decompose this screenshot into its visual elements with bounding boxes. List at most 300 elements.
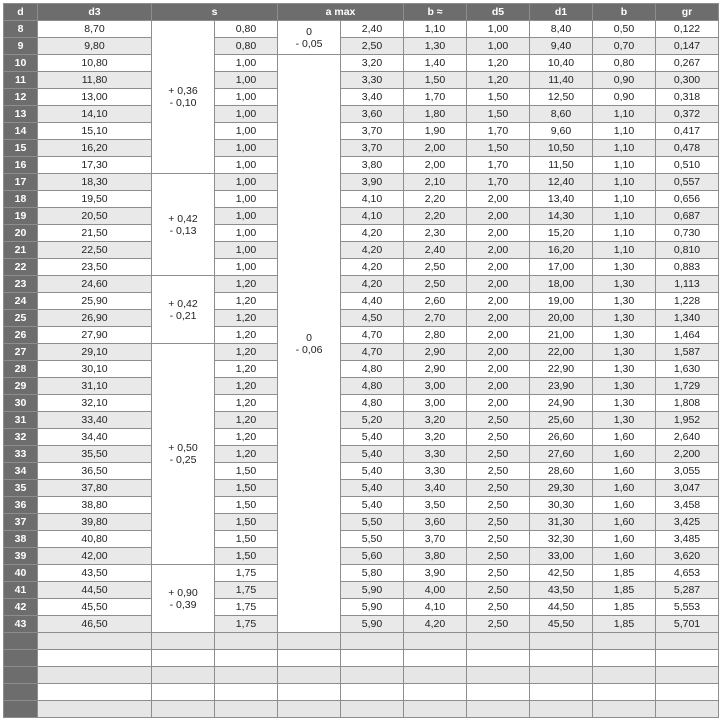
cell-gr: 5,553: [656, 599, 719, 616]
header-b-approx: b ≈: [404, 4, 467, 21]
cell-s: 1,20: [215, 276, 278, 293]
cell-s: 1,20: [215, 310, 278, 327]
cell-gr: 4,653: [656, 565, 719, 582]
empty-cell: [593, 650, 656, 667]
cell-d1: 25,60: [530, 412, 593, 429]
cell-d5: 2,00: [467, 242, 530, 259]
cell-d3: 11,80: [38, 72, 152, 89]
cell-d1: 12,40: [530, 174, 593, 191]
cell-s: 1,00: [215, 242, 278, 259]
cell-b-approx: 2,80: [404, 327, 467, 344]
cell-d3: 30,10: [38, 361, 152, 378]
cell-d3: 43,50: [38, 565, 152, 582]
cell-b-approx: 3,90: [404, 565, 467, 582]
empty-cell: [278, 650, 341, 667]
cell-a-max: 3,80: [341, 157, 404, 174]
table-row: [4, 191, 719, 208]
spec-table-wrapper: [3, 3, 719, 718]
cell-s: 1,75: [215, 582, 278, 599]
cell-d5: 2,50: [467, 531, 530, 548]
table-row: [4, 72, 719, 89]
cell-a-max: 5,40: [341, 463, 404, 480]
empty-cell: [38, 667, 152, 684]
empty-cell: [215, 633, 278, 650]
cell-d: 17: [4, 174, 38, 191]
cell-d3: 18,30: [38, 174, 152, 191]
cell-d: 11: [4, 72, 38, 89]
cell-d: 35: [4, 480, 38, 497]
cell-d: 30: [4, 395, 38, 412]
cell-gr: 0,730: [656, 225, 719, 242]
cell-s: 1,00: [215, 89, 278, 106]
cell-gr: 3,458: [656, 497, 719, 514]
cell-d: 13: [4, 106, 38, 123]
empty-cell: [656, 667, 719, 684]
cell-s: 1,00: [215, 55, 278, 72]
cell-b: 1,85: [593, 582, 656, 599]
cell-b: 0,90: [593, 72, 656, 89]
empty-cell: [341, 633, 404, 650]
cell-d: 15: [4, 140, 38, 157]
cell-b-approx: 4,20: [404, 616, 467, 633]
cell-d1: 22,00: [530, 344, 593, 361]
cell-b: 1,10: [593, 174, 656, 191]
cell-d5: 1,50: [467, 106, 530, 123]
cell-d1: 10,40: [530, 55, 593, 72]
table-row: [4, 140, 719, 157]
cell-d1: 8,40: [530, 21, 593, 38]
empty-cell: [152, 701, 215, 718]
table-row: [4, 259, 719, 276]
cell-gr: 1,228: [656, 293, 719, 310]
cell-d3: 8,70: [38, 21, 152, 38]
table-row: [4, 21, 719, 38]
cell-d5: 2,00: [467, 327, 530, 344]
cell-d3: 34,40: [38, 429, 152, 446]
empty-cell: [467, 650, 530, 667]
cell-d3: 10,80: [38, 55, 152, 72]
cell-s: 1,00: [215, 225, 278, 242]
cell-b-approx: 4,00: [404, 582, 467, 599]
cell-gr: 1,464: [656, 327, 719, 344]
cell-d: 33: [4, 446, 38, 463]
cell-d1: 32,30: [530, 531, 593, 548]
cell-d3: 22,50: [38, 242, 152, 259]
cell-gr: 0,122: [656, 21, 719, 38]
cell-d5: 2,00: [467, 259, 530, 276]
cell-d1: 17,00: [530, 259, 593, 276]
cell-d3: 17,30: [38, 157, 152, 174]
empty-cell: [215, 650, 278, 667]
cell-s: 1,00: [215, 123, 278, 140]
cell-d3: 24,60: [38, 276, 152, 293]
cell-d3: 21,50: [38, 225, 152, 242]
cell-gr: 3,485: [656, 531, 719, 548]
empty-cell: [467, 684, 530, 701]
cell-gr: 1,113: [656, 276, 719, 293]
dimension-table: [3, 3, 719, 718]
cell-b: 1,30: [593, 310, 656, 327]
cell-d3: 20,50: [38, 208, 152, 225]
cell-b: 1,60: [593, 531, 656, 548]
cell-d5: 2,50: [467, 446, 530, 463]
cell-s: 1,00: [215, 106, 278, 123]
cell-a-max: 5,90: [341, 582, 404, 599]
cell-b-approx: 1,10: [404, 21, 467, 38]
cell-b-approx: 2,00: [404, 140, 467, 157]
cell-gr: 2,640: [656, 429, 719, 446]
cell-d3: 45,50: [38, 599, 152, 616]
empty-cell: [656, 684, 719, 701]
cell-b: 1,10: [593, 157, 656, 174]
cell-d3: 13,00: [38, 89, 152, 106]
cell-gr: 0,883: [656, 259, 719, 276]
empty-cell: [593, 633, 656, 650]
empty-cell-d: [4, 701, 38, 718]
cell-b-approx: 2,20: [404, 208, 467, 225]
cell-s: 1,75: [215, 565, 278, 582]
cell-b: 1,30: [593, 395, 656, 412]
cell-b-approx: 2,90: [404, 361, 467, 378]
table-row: [4, 480, 719, 497]
cell-a-max: 4,50: [341, 310, 404, 327]
cell-a-max: 4,70: [341, 344, 404, 361]
cell-b: 1,30: [593, 259, 656, 276]
empty-cell: [467, 701, 530, 718]
cell-a-max: 2,50: [341, 38, 404, 55]
empty-cell: [152, 684, 215, 701]
cell-d5: 2,00: [467, 208, 530, 225]
cell-b: 0,90: [593, 89, 656, 106]
table-row: [4, 55, 719, 72]
cell-s: 1,50: [215, 497, 278, 514]
cell-s: 1,75: [215, 599, 278, 616]
cell-d: 20: [4, 225, 38, 242]
cell-gr: 0,147: [656, 38, 719, 55]
tolerance-minus: - 0,25: [169, 454, 197, 466]
table-row: [4, 174, 719, 191]
cell-a-max: 4,20: [341, 276, 404, 293]
empty-row: [4, 684, 719, 701]
tolerance-plus: + 0,90: [168, 586, 198, 599]
cell-b-approx: 3,20: [404, 412, 467, 429]
cell-d1: 33,00: [530, 548, 593, 565]
empty-cell: [530, 684, 593, 701]
cell-gr: 1,729: [656, 378, 719, 395]
cell-gr: 0,557: [656, 174, 719, 191]
cell-b: 1,30: [593, 327, 656, 344]
cell-a-max: 4,20: [341, 259, 404, 276]
cell-d3: 44,50: [38, 582, 152, 599]
cell-d1: 29,30: [530, 480, 593, 497]
cell-d3: 15,10: [38, 123, 152, 140]
cell-a-max: 5,50: [341, 531, 404, 548]
cell-b-approx: 2,00: [404, 157, 467, 174]
s-tolerance-cell: [278, 21, 341, 55]
cell-s: 1,20: [215, 327, 278, 344]
cell-a-max: 5,90: [341, 599, 404, 616]
cell-gr: 2,200: [656, 446, 719, 463]
table-row: [4, 378, 719, 395]
cell-d1: 9,40: [530, 38, 593, 55]
cell-a-max: 3,40: [341, 89, 404, 106]
cell-d5: 1,20: [467, 72, 530, 89]
cell-d3: 32,10: [38, 395, 152, 412]
cell-s: 1,20: [215, 361, 278, 378]
cell-a-max: 5,40: [341, 446, 404, 463]
cell-d5: 2,50: [467, 463, 530, 480]
d3-tolerance-cell: [152, 565, 215, 633]
empty-cell: [467, 633, 530, 650]
cell-d5: 2,50: [467, 582, 530, 599]
cell-gr: 3,055: [656, 463, 719, 480]
table-row: [4, 531, 719, 548]
cell-d: 32: [4, 429, 38, 446]
table-row: [4, 344, 719, 361]
tolerance-plus: + 0,36: [168, 85, 198, 97]
cell-d3: 37,80: [38, 480, 152, 497]
cell-b-approx: 3,30: [404, 446, 467, 463]
header-s: s: [152, 4, 278, 21]
table-row: [4, 242, 719, 259]
cell-d3: 25,90: [38, 293, 152, 310]
cell-b: 1,30: [593, 378, 656, 395]
cell-gr: 0,810: [656, 242, 719, 259]
cell-a-max: 4,20: [341, 242, 404, 259]
empty-cell: [530, 667, 593, 684]
cell-d: 42: [4, 599, 38, 616]
cell-d: 27: [4, 344, 38, 361]
table-row: [4, 106, 719, 123]
cell-d1: 31,30: [530, 514, 593, 531]
cell-d1: 20,00: [530, 310, 593, 327]
cell-d1: 44,50: [530, 599, 593, 616]
cell-gr: 3,425: [656, 514, 719, 531]
cell-b-approx: 2,30: [404, 225, 467, 242]
cell-d5: 2,00: [467, 395, 530, 412]
cell-b: 1,30: [593, 361, 656, 378]
cell-a-max: 5,50: [341, 514, 404, 531]
cell-a-max: 3,30: [341, 72, 404, 89]
table-row: [4, 276, 719, 293]
cell-b: 0,70: [593, 38, 656, 55]
empty-cell-d: [4, 684, 38, 701]
cell-d3: 19,50: [38, 191, 152, 208]
tolerance-plus: + 0,42: [168, 212, 198, 225]
cell-d3: 36,50: [38, 463, 152, 480]
empty-cell: [593, 701, 656, 718]
cell-d1: 43,50: [530, 582, 593, 599]
cell-d5: 2,00: [467, 293, 530, 310]
empty-cell-d: [4, 667, 38, 684]
cell-d: 34: [4, 463, 38, 480]
tolerance-plus: + 0,42: [168, 297, 198, 310]
cell-b-approx: 4,10: [404, 599, 467, 616]
cell-a-max: 4,40: [341, 293, 404, 310]
table-header: [4, 4, 719, 21]
cell-d: 24: [4, 293, 38, 310]
cell-d5: 2,50: [467, 548, 530, 565]
cell-b-approx: 3,00: [404, 395, 467, 412]
cell-gr: 0,656: [656, 191, 719, 208]
cell-d: 10: [4, 55, 38, 72]
cell-b: 1,60: [593, 548, 656, 565]
cell-d3: 26,90: [38, 310, 152, 327]
cell-d: 26: [4, 327, 38, 344]
tolerance-upper: 0: [306, 331, 312, 344]
table-row: [4, 361, 719, 378]
table-row: [4, 582, 719, 599]
d3-tolerance-cell: [152, 174, 215, 276]
cell-d1: 27,60: [530, 446, 593, 463]
cell-d3: 39,80: [38, 514, 152, 531]
cell-b: 1,10: [593, 140, 656, 157]
empty-cell: [656, 633, 719, 650]
table-row: [4, 208, 719, 225]
table-row: [4, 395, 719, 412]
cell-a-max: 2,40: [341, 21, 404, 38]
empty-cell: [278, 701, 341, 718]
cell-a-max: 4,10: [341, 208, 404, 225]
cell-d3: 35,50: [38, 446, 152, 463]
empty-cell: [341, 650, 404, 667]
cell-d1: 11,50: [530, 157, 593, 174]
empty-cell: [404, 667, 467, 684]
tolerance-minus: - 0,21: [169, 309, 197, 322]
empty-cell: [467, 667, 530, 684]
cell-gr: 3,620: [656, 548, 719, 565]
cell-gr: 1,808: [656, 395, 719, 412]
cell-b-approx: 3,00: [404, 378, 467, 395]
cell-d: 28: [4, 361, 38, 378]
cell-b-approx: 3,60: [404, 514, 467, 531]
tolerance-plus: + 0,50: [168, 442, 198, 454]
cell-s: 1,00: [215, 157, 278, 174]
cell-s: 1,00: [215, 259, 278, 276]
cell-a-max: 5,40: [341, 497, 404, 514]
tolerance-lower: - 0,06: [295, 343, 323, 356]
cell-d: 25: [4, 310, 38, 327]
s-tolerance-cell: [278, 55, 341, 633]
cell-gr: 0,417: [656, 123, 719, 140]
cell-d1: 23,90: [530, 378, 593, 395]
empty-cell: [404, 650, 467, 667]
cell-gr: 1,340: [656, 310, 719, 327]
cell-d3: 31,10: [38, 378, 152, 395]
empty-cell: [38, 650, 152, 667]
table-row: [4, 429, 719, 446]
cell-b: 1,60: [593, 463, 656, 480]
empty-cell: [656, 650, 719, 667]
cell-d1: 12,50: [530, 89, 593, 106]
tolerance-upper: 0: [306, 25, 312, 38]
table-row: [4, 123, 719, 140]
cell-d3: 40,80: [38, 531, 152, 548]
empty-cell: [152, 667, 215, 684]
cell-d5: 1,00: [467, 38, 530, 55]
empty-cell: [341, 684, 404, 701]
tolerance-minus: - 0,39: [169, 598, 197, 611]
cell-d: 16: [4, 157, 38, 174]
cell-a-max: 4,80: [341, 378, 404, 395]
cell-b-approx: 2,10: [404, 174, 467, 191]
cell-b-approx: 2,50: [404, 276, 467, 293]
cell-d: 21: [4, 242, 38, 259]
cell-b: 1,30: [593, 344, 656, 361]
table-row: [4, 616, 719, 633]
cell-d: 36: [4, 497, 38, 514]
cell-d: 14: [4, 123, 38, 140]
empty-cell: [278, 684, 341, 701]
cell-d: 43: [4, 616, 38, 633]
cell-d: 9: [4, 38, 38, 55]
cell-b: 0,80: [593, 55, 656, 72]
cell-d5: 2,00: [467, 344, 530, 361]
table-row: [4, 412, 719, 429]
cell-gr: 0,300: [656, 72, 719, 89]
cell-d1: 14,30: [530, 208, 593, 225]
cell-d1: 8,60: [530, 106, 593, 123]
cell-d: 23: [4, 276, 38, 293]
cell-b-approx: 2,60: [404, 293, 467, 310]
table-row: [4, 514, 719, 531]
cell-b: 1,10: [593, 106, 656, 123]
cell-d3: 42,00: [38, 548, 152, 565]
cell-d5: 2,00: [467, 225, 530, 242]
cell-b-approx: 3,20: [404, 429, 467, 446]
empty-cell: [341, 667, 404, 684]
table-row: [4, 89, 719, 106]
cell-s: 1,50: [215, 514, 278, 531]
cell-s: 1,20: [215, 378, 278, 395]
cell-a-max: 4,10: [341, 191, 404, 208]
cell-d5: 2,00: [467, 361, 530, 378]
cell-b: 1,85: [593, 616, 656, 633]
cell-d5: 1,70: [467, 174, 530, 191]
cell-d1: 19,00: [530, 293, 593, 310]
tolerance-minus: - 0,10: [169, 97, 197, 109]
cell-b-approx: 3,30: [404, 463, 467, 480]
cell-d1: 26,60: [530, 429, 593, 446]
cell-d3: 46,50: [38, 616, 152, 633]
cell-b: 1,30: [593, 412, 656, 429]
cell-gr: 1,952: [656, 412, 719, 429]
cell-d: 12: [4, 89, 38, 106]
table-row: [4, 293, 719, 310]
cell-s: 0,80: [215, 21, 278, 38]
empty-row: [4, 633, 719, 650]
cell-d3: 38,80: [38, 497, 152, 514]
cell-d1: 16,20: [530, 242, 593, 259]
cell-b: 0,50: [593, 21, 656, 38]
cell-s: 1,20: [215, 429, 278, 446]
header-gr: gr: [656, 4, 719, 21]
cell-d5: 2,50: [467, 599, 530, 616]
cell-d3: 29,10: [38, 344, 152, 361]
cell-b: 1,60: [593, 514, 656, 531]
empty-cell: [215, 684, 278, 701]
cell-gr: 0,267: [656, 55, 719, 72]
cell-s: 1,20: [215, 395, 278, 412]
d3-tolerance-cell: [152, 344, 215, 565]
cell-a-max: 4,80: [341, 361, 404, 378]
cell-gr: 5,287: [656, 582, 719, 599]
table-body: [4, 21, 719, 718]
tolerance-lower: - 0,05: [295, 37, 323, 50]
empty-cell: [215, 667, 278, 684]
cell-d1: 15,20: [530, 225, 593, 242]
cell-a-max: 4,80: [341, 395, 404, 412]
